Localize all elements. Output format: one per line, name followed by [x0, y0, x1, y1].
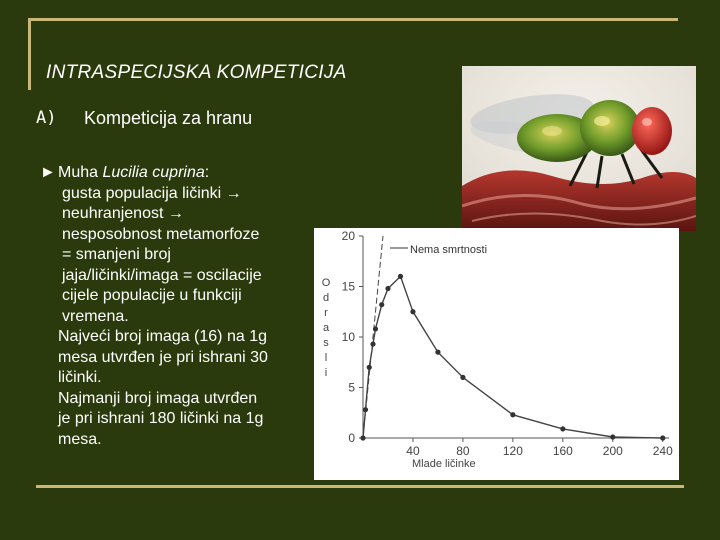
- y-tick-label: 10: [341, 330, 355, 344]
- fly-photo: [462, 66, 696, 231]
- x-tick-label: 240: [652, 444, 673, 458]
- x-tick-label: 80: [456, 444, 470, 458]
- body-line: je pri ishrani 180 ličinki na 1g: [58, 410, 264, 427]
- data-point: [435, 350, 440, 355]
- x-tick-label: 40: [406, 444, 420, 458]
- bullet-colon: :: [204, 164, 210, 181]
- body-line: vremena.: [62, 307, 129, 325]
- data-points: [360, 274, 665, 441]
- x-tick-label: 200: [602, 444, 623, 458]
- body-line: ličinki.: [58, 369, 102, 386]
- body-line: gusta populacija ličinki →: [62, 184, 242, 202]
- frame-top-line: [28, 18, 678, 21]
- x-tick-label: 120: [502, 444, 523, 458]
- y-axis-label-letter: O: [321, 277, 331, 289]
- data-point: [367, 365, 372, 370]
- body-line: mesa utvrđen je pri ishrani 30: [58, 348, 268, 366]
- body-line: Najveći broj imaga (16) na 1g: [58, 328, 267, 345]
- survival-chart: [314, 228, 679, 480]
- bullet-arrow-icon: ►: [40, 164, 56, 181]
- fly-illustration: [462, 66, 696, 231]
- x-axis-ticks: [406, 438, 673, 458]
- section-heading: Kompeticija za hranu: [84, 108, 253, 128]
- data-point: [373, 326, 378, 331]
- y-axis-label-letter: s: [323, 337, 329, 349]
- body-line: Najmanji broj imaga utvrđen: [58, 389, 258, 407]
- data-point: [660, 435, 665, 440]
- data-point: [360, 435, 365, 440]
- y-tick-label: 0: [348, 431, 355, 445]
- data-point: [610, 434, 615, 439]
- data-point: [460, 375, 465, 380]
- y-tick-label: 15: [341, 279, 355, 294]
- body-text: [40, 163, 302, 450]
- data-point: [363, 407, 368, 412]
- body-line: cijele populacije u funkciji: [62, 287, 242, 304]
- body-line: nesposobnost metamorfoze: [62, 225, 260, 243]
- data-point: [510, 412, 515, 417]
- y-axis-label-letter: i: [324, 367, 328, 379]
- chart-svg: [314, 228, 679, 480]
- species-name: Lucilia cuprina: [102, 164, 205, 181]
- data-point: [398, 274, 403, 279]
- x-axis-label: Mlade ličinke: [412, 458, 476, 470]
- bullet-line: [40, 163, 302, 184]
- frame-bottom-line: [36, 485, 684, 488]
- body-line: neuhranjenost →: [62, 205, 184, 222]
- chart-annotation: Nema smrtnosti: [410, 244, 488, 256]
- data-point: [370, 341, 375, 346]
- x-tick-label: 160: [552, 444, 573, 458]
- y-axis-label: [322, 277, 331, 379]
- y-axis-label-letter: r: [324, 307, 328, 319]
- y-axis-label-letter: l: [324, 352, 328, 364]
- body-line: jaja/ličinki/imaga = oscilacije: [62, 266, 262, 284]
- y-tick-label: 20: [341, 229, 355, 243]
- slide-title: INTRASPECIJSKA KOMPETICIJA: [46, 62, 347, 83]
- data-point: [379, 302, 384, 307]
- data-point: [385, 286, 390, 291]
- data-point: [560, 426, 565, 431]
- frame-left-line: [28, 18, 31, 90]
- section-letter: A): [36, 108, 57, 128]
- body-line: = smanjeni broj: [62, 246, 171, 263]
- y-axis-label-letter: d: [322, 292, 330, 304]
- y-axis-label-letter: a: [322, 322, 330, 334]
- bullet-lead-text: Muha: [58, 164, 103, 181]
- body-line: mesa.: [58, 430, 102, 448]
- data-point: [410, 309, 415, 314]
- y-axis-ticks: [342, 229, 363, 445]
- y-tick-label: 5: [348, 380, 355, 395]
